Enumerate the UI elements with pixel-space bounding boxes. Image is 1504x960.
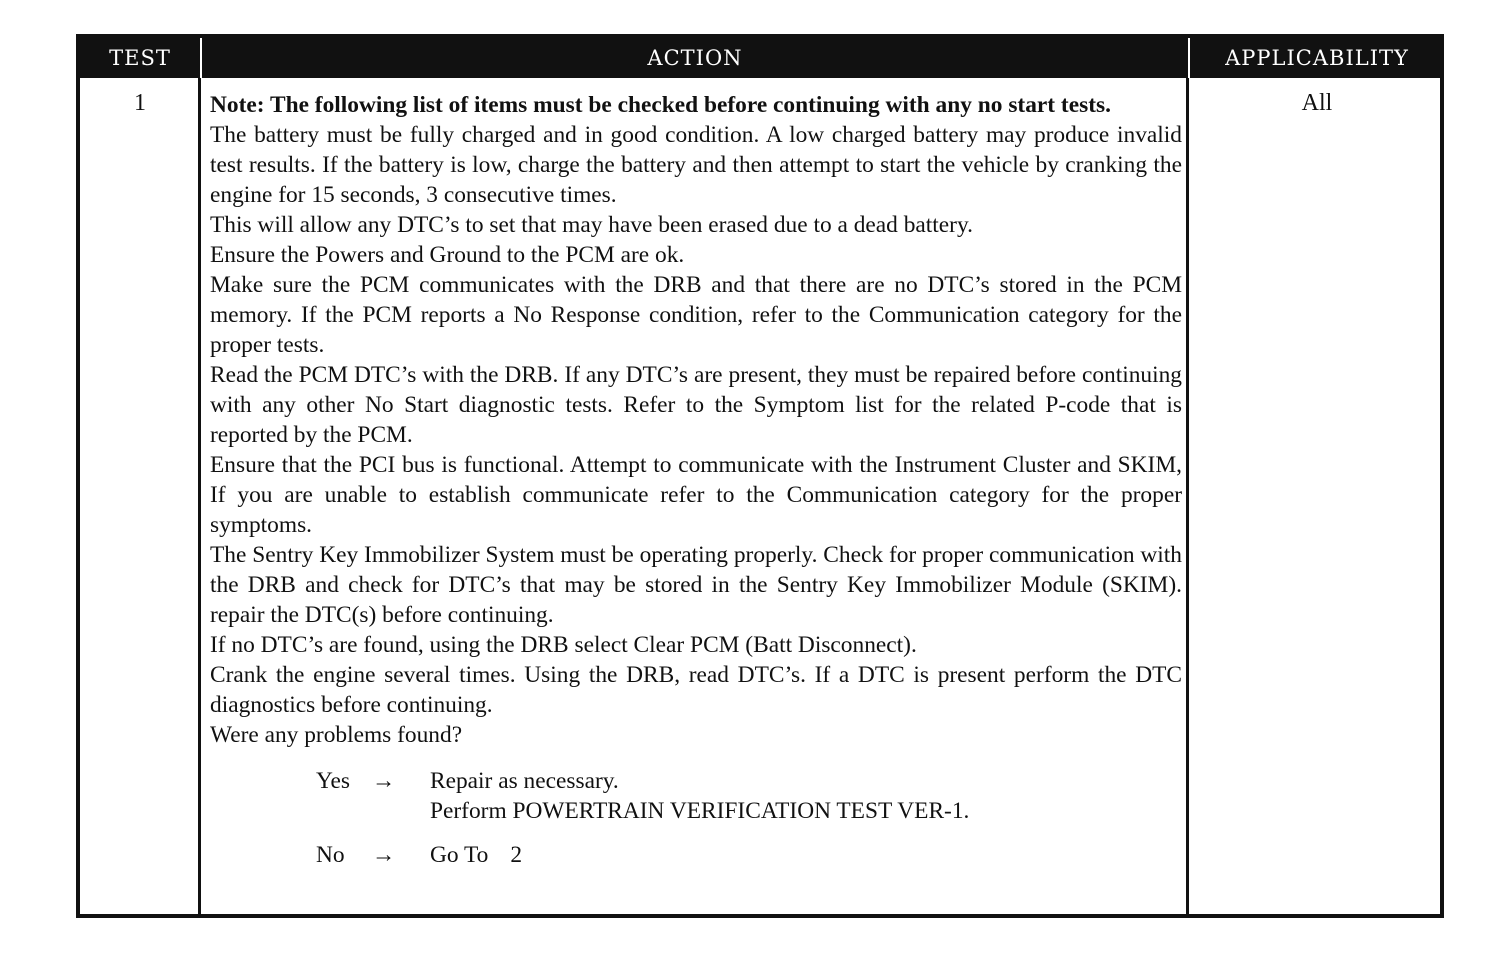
outcome-yes (316, 766, 1182, 826)
right-arrow-icon: → (372, 842, 396, 868)
outcomes (210, 766, 1182, 870)
action-paragraph: The Sentry Key Immobilizer System must be operating properly. Check for proper communication with the DRB and check for DTC’s that may be stored in the Sentry Key Immobilizer Module (SKIM). repair the DTC(s) before continuing. (210, 542, 1182, 628)
action-note: Note: The following list of items must be checked before continuing with any no start tests. (210, 92, 1111, 118)
header-applicability: APPLICABILITY (1225, 46, 1409, 70)
outcome-yes-line2: Perform POWERTRAIN VERIFICATION TEST VER-1. (430, 798, 970, 824)
outcome-yes-label: Yes (316, 768, 351, 794)
outcome-yes-line1: Repair as necessary. (430, 768, 619, 794)
header-action: ACTION (647, 46, 743, 70)
outcome-no-text (430, 840, 1182, 870)
action-paragraph: Read the PCM DTC’s with the DRB. If any DTC’s are present, they must be repaired before continuing with any other No Start diagnostic tests. Refer to the Symptom list for the related P-code that is reported by the PCM. (210, 362, 1182, 448)
column-divider (1186, 78, 1189, 914)
table-header-row (80, 38, 1440, 78)
goto-test-number: 2 (510, 842, 523, 868)
action-paragraph: The battery must be fully charged and in good condition. A low charged battery may produce invalid test results. If the battery is low, charge the battery and then attempt to start the vehicle by cranking the engine for 15 seconds, 3 consecutive times. (210, 122, 1182, 208)
outcome-no (316, 840, 1182, 870)
header-test: TEST (109, 46, 171, 70)
outcome-yes-text (430, 766, 1182, 826)
action-paragraph: Crank the engine several times. Using the DRB, read DTC’s. If a DTC is present perform the DTC diagnostics before continuing. (210, 662, 1182, 718)
test-number: 1 (134, 90, 146, 116)
applicability-value: All (1301, 90, 1333, 116)
action-paragraph: Ensure the Powers and Ground to the PCM are ok. (210, 242, 685, 268)
diagnostic-table (76, 34, 1444, 918)
action-paragraph: If no DTC’s are found, using the DRB select Clear PCM (Batt Disconnect). (210, 632, 917, 658)
outcome-no-label: No (316, 842, 345, 868)
action-paragraph: This will allow any DTC’s to set that may have been erased due to a dead battery. (210, 212, 973, 238)
action-cell (210, 90, 1182, 884)
action-question: Were any problems found? (210, 722, 463, 748)
action-paragraph: Make sure the PCM communicates with the DRB and that there are no DTC’s stored in the PCM memory. If the PCM reports a No Response condition, refer to the Communication category for the proper tests. (210, 272, 1182, 358)
goto-text: Go To (430, 842, 489, 868)
right-arrow-icon: → (372, 768, 396, 794)
column-divider (198, 78, 201, 914)
action-paragraph: Ensure that the PCI bus is functional. Attempt to communicate with the Instrument Cluster and SKIM, If you are unable to establish communicate refer to the Communication category for the proper symptoms. (210, 452, 1182, 538)
